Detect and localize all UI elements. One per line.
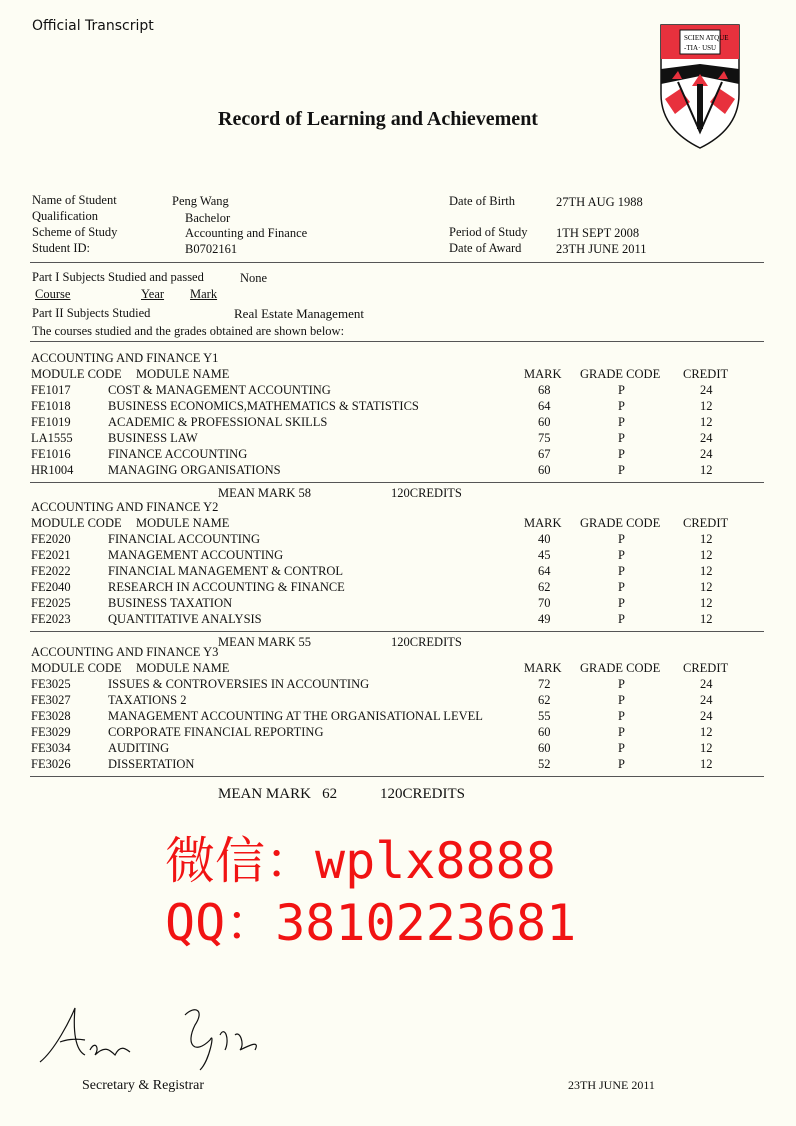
part2-value: Real Estate Management <box>234 306 364 321</box>
module-mark: 60 <box>538 725 551 739</box>
name-label: Name of Student <box>32 193 117 207</box>
module-grade: P <box>618 548 625 562</box>
col-header-name: MODULE NAME <box>136 661 230 675</box>
module-mark: 72 <box>538 677 551 691</box>
dob: 27TH AUG 1988 <box>556 195 643 209</box>
col-header-grade: GRADE CODE <box>580 661 661 675</box>
module-grade: P <box>618 709 625 723</box>
module-credit: 24 <box>700 431 713 445</box>
mean-mark: MEAN MARK 55 <box>218 635 312 649</box>
module-mark: 64 <box>538 399 551 413</box>
col-header-code: MODULE CODE <box>31 516 122 530</box>
part1-col-course: Course <box>35 287 71 301</box>
module-credit: 24 <box>700 677 713 691</box>
module-name: ISSUES & CONTROVERSIES IN ACCOUNTING <box>108 677 370 691</box>
total-credits: 120CREDITS <box>380 786 466 802</box>
watermark-line-1: 微信：wplx8888 <box>165 832 556 890</box>
module-credit: 12 <box>700 415 713 429</box>
qualification: Bachelor <box>185 211 231 225</box>
module-mark: 49 <box>538 612 551 626</box>
student-id: B0702161 <box>185 242 238 256</box>
module-code: FE3028 <box>31 709 71 723</box>
module-mark: 40 <box>538 532 551 546</box>
module-code: FE2025 <box>31 596 71 610</box>
registrar-signature <box>35 1000 275 1075</box>
mean-mark: MEAN MARK 62 <box>218 786 338 802</box>
col-header-mark: MARK <box>524 516 562 530</box>
module-name: BUSINESS TAXATION <box>108 596 233 610</box>
module-mark: 60 <box>538 741 551 755</box>
watermark <box>165 830 576 954</box>
year-title: ACCOUNTING AND FINANCE Y2 <box>31 500 219 514</box>
module-credit: 24 <box>700 693 713 707</box>
module-credit: 24 <box>700 383 713 397</box>
student-name: Peng Wang <box>172 194 229 208</box>
year-title: ACCOUNTING AND FINANCE Y3 <box>31 645 219 659</box>
module-mark: 62 <box>538 693 551 707</box>
module-name: TAXATIONS 2 <box>108 693 187 707</box>
module-code: HR1004 <box>31 463 74 477</box>
module-grade: P <box>618 677 625 691</box>
module-grade: P <box>618 463 625 477</box>
signature-date: 23TH JUNE 2011 <box>568 1078 655 1092</box>
module-name: FINANCIAL ACCOUNTING <box>108 532 260 546</box>
student-id-label: Student ID: <box>32 241 90 255</box>
period: 1TH SEPT 2008 <box>556 226 640 240</box>
module-credit: 12 <box>700 463 713 477</box>
col-header-grade: GRADE CODE <box>580 516 661 530</box>
part1-label: Part I Subjects Studied and passed <box>32 270 204 284</box>
module-grade: P <box>618 431 625 445</box>
grades-note: The courses studied and the grades obtained are shown below: <box>32 324 345 338</box>
module-mark: 60 <box>538 415 551 429</box>
module-mark: 68 <box>538 383 551 397</box>
module-name: DISSERTATION <box>108 757 195 771</box>
col-header-credit: CREDIT <box>683 367 729 381</box>
module-grade: P <box>618 693 625 707</box>
module-name: BUSINESS ECONOMICS,MATHEMATICS & STATISTICS <box>108 399 419 413</box>
module-code: FE1019 <box>31 415 71 429</box>
divider <box>30 262 764 263</box>
module-credit: 24 <box>700 709 713 723</box>
module-name: MANAGEMENT ACCOUNTING AT THE ORGANISATIONAL LEVEL <box>108 709 483 723</box>
module-grade: P <box>618 399 625 413</box>
award-date: 23TH JUNE 2011 <box>556 242 647 256</box>
module-grade: P <box>618 383 625 397</box>
dob-label: Date of Birth <box>449 194 515 208</box>
module-mark: 52 <box>538 757 551 771</box>
module-credit: 12 <box>700 399 713 413</box>
divider <box>30 631 764 632</box>
module-credit: 12 <box>700 564 713 578</box>
document-label: Official Transcript <box>32 18 154 34</box>
module-mark: 62 <box>538 580 551 594</box>
module-name: QUANTITATIVE ANALYSIS <box>108 612 262 626</box>
module-name: MANAGING ORGANISATIONS <box>108 463 281 477</box>
page-title: Record of Learning and Achievement <box>218 108 538 130</box>
module-grade: P <box>618 415 625 429</box>
module-grade: P <box>618 757 625 771</box>
module-name: ACADEMIC & PROFESSIONAL SKILLS <box>108 415 328 429</box>
module-credit: 12 <box>700 741 713 755</box>
module-grade: P <box>618 612 625 626</box>
scheme: Accounting and Finance <box>185 226 308 240</box>
module-grade: P <box>618 725 625 739</box>
module-name: BUSINESS LAW <box>108 431 198 445</box>
col-header-name: MODULE NAME <box>136 516 230 530</box>
module-mark: 67 <box>538 447 551 461</box>
svg-text:SCIEN ATQUE: SCIEN ATQUE <box>684 34 729 42</box>
module-name: AUDITING <box>108 741 170 755</box>
module-grade: P <box>618 447 625 461</box>
module-mark: 55 <box>538 709 551 723</box>
col-header-mark: MARK <box>524 367 562 381</box>
module-credit: 12 <box>700 757 713 771</box>
module-code: FE3029 <box>31 725 71 739</box>
col-header-credit: CREDIT <box>683 516 729 530</box>
module-code: FE3034 <box>31 741 71 755</box>
module-code: FE3025 <box>31 677 71 691</box>
col-header-name: MODULE NAME <box>136 367 230 381</box>
module-credit: 12 <box>700 596 713 610</box>
divider <box>30 341 764 342</box>
svg-text:-TIA· USU: -TIA· USU <box>684 44 717 52</box>
module-name: RESEARCH IN ACCOUNTING & FINANCE <box>108 580 345 594</box>
module-name: MANAGEMENT ACCOUNTING <box>108 548 284 562</box>
module-grade: P <box>618 741 625 755</box>
module-code: FE2022 <box>31 564 71 578</box>
module-grade: P <box>618 564 625 578</box>
module-code: FE2021 <box>31 548 71 562</box>
module-grade: P <box>618 596 625 610</box>
module-code: FE1018 <box>31 399 71 413</box>
col-header-code: MODULE CODE <box>31 367 122 381</box>
module-code: FE1017 <box>31 383 71 397</box>
module-name: FINANCE ACCOUNTING <box>108 447 248 461</box>
year-title: ACCOUNTING AND FINANCE Y1 <box>31 351 219 365</box>
part1-col-mark: Mark <box>190 287 218 301</box>
module-code: FE2040 <box>31 580 71 594</box>
module-name: FINANCIAL MANAGEMENT & CONTROL <box>108 564 344 578</box>
module-code: LA1555 <box>31 431 73 445</box>
module-code: FE2023 <box>31 612 71 626</box>
qualification-label: Qualification <box>32 209 98 223</box>
part2-label: Part II Subjects Studied <box>32 306 151 320</box>
divider <box>30 482 764 483</box>
module-grade: P <box>618 580 625 594</box>
col-header-grade: GRADE CODE <box>580 367 661 381</box>
module-mark: 64 <box>538 564 551 578</box>
period-label: Period of Study <box>449 225 528 239</box>
module-code: FE1016 <box>31 447 71 461</box>
module-credit: 12 <box>700 548 713 562</box>
module-code: FE2020 <box>31 532 71 546</box>
module-credit: 24 <box>700 447 713 461</box>
part1-col-year: Year <box>141 287 165 301</box>
university-crest-logo <box>660 24 740 150</box>
signatory-title: Secretary & Registrar <box>82 1078 205 1093</box>
module-credit: 12 <box>700 612 713 626</box>
module-code: FE3026 <box>31 757 71 771</box>
module-name: CORPORATE FINANCIAL REPORTING <box>108 725 324 739</box>
col-header-mark: MARK <box>524 661 562 675</box>
module-grade: P <box>618 532 625 546</box>
module-code: FE3027 <box>31 693 71 707</box>
module-name: COST & MANAGEMENT ACCOUNTING <box>108 383 331 397</box>
module-mark: 45 <box>538 548 551 562</box>
total-credits: 120CREDITS <box>391 635 462 649</box>
col-header-credit: CREDIT <box>683 661 729 675</box>
total-credits: 120CREDITS <box>391 486 462 500</box>
part1-value: None <box>240 271 268 285</box>
module-credit: 12 <box>700 580 713 594</box>
scheme-label: Scheme of Study <box>32 225 118 239</box>
module-credit: 12 <box>700 725 713 739</box>
col-header-code: MODULE CODE <box>31 661 122 675</box>
watermark-line-2: QQ：3810223681 <box>165 894 577 952</box>
divider <box>30 776 764 777</box>
module-credit: 12 <box>700 532 713 546</box>
module-mark: 75 <box>538 431 551 445</box>
module-mark: 70 <box>538 596 551 610</box>
mean-mark: MEAN MARK 58 <box>218 486 312 500</box>
award-label: Date of Award <box>449 241 522 255</box>
module-mark: 60 <box>538 463 551 477</box>
